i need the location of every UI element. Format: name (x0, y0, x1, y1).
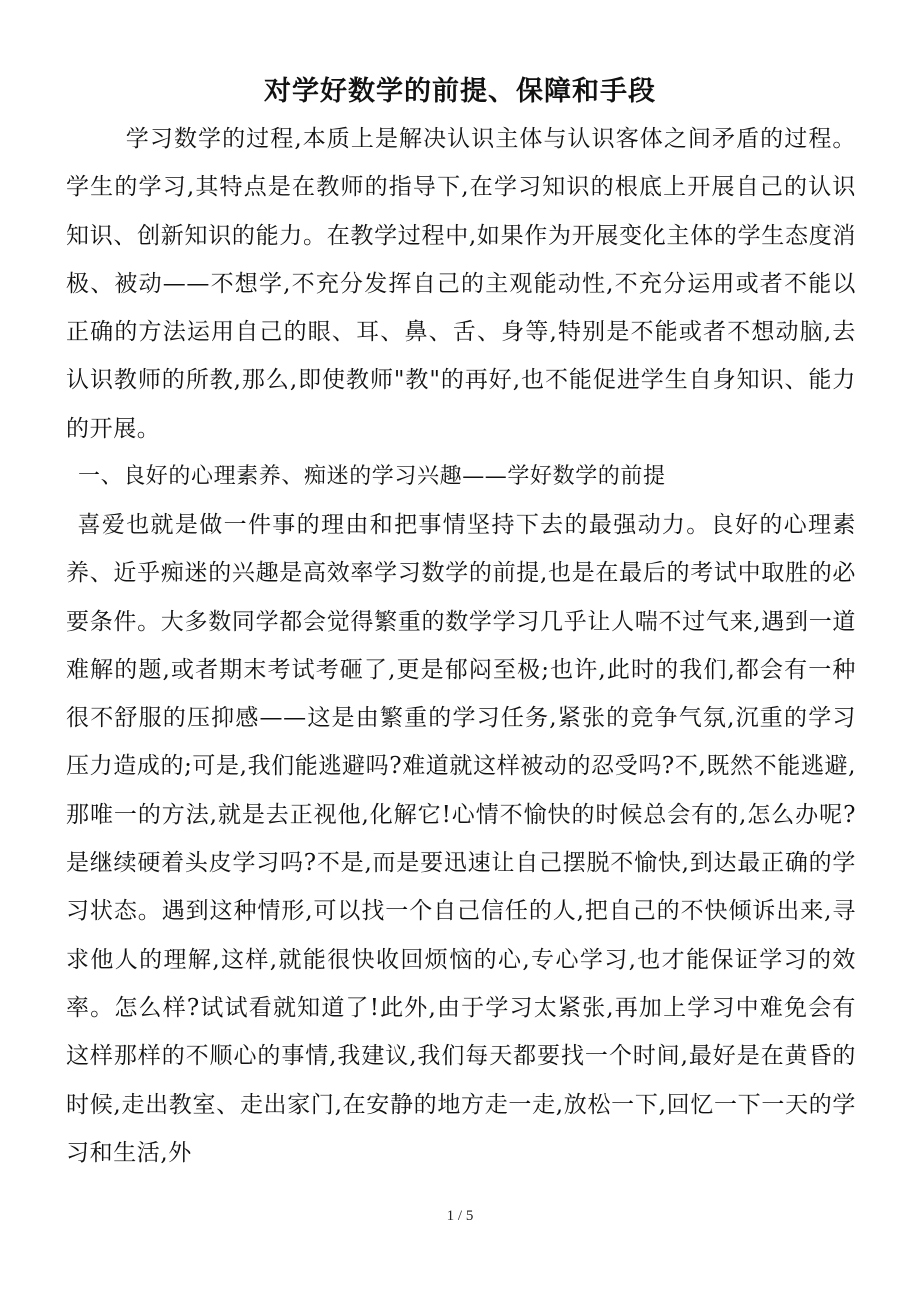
document-title: 对学好数学的前提、保障和手段 (264, 76, 656, 107)
intro-paragraph: 学习数学的过程,本质上是解决认识主体与认识客体之间矛盾的过程。学生的学习,其特点是在教师的指导下,在学习知识的根底上开展自己的认识知识、创新知识的能力。在教学过程中,如果作为开展变化主体的学生态度消极、被动——不想学,不充分发挥自己的主观能动性,不充分运用或者不能以正确的方法运用自己的眼、耳、鼻、舌、身等,特别是不能或者不想动脑,去认识教师的所教,那么,即使教师"教"的再好,也不能促进学生自身知识、能力的开展。 (66, 126, 856, 442)
page-number: 1 / 5 (446, 1208, 474, 1224)
section-paragraph: 喜爱也就是做一件事的理由和把事情坚持下去的最强动力。良好的心理素养、近乎痴迷的兴趣是高效率学习数学的前提,也是在最后的考试中取胜的必要条件。大多数同学都会觉得繁重的数学学习几乎让人喘不过气来,遇到一道难解的题,或者期末考试考砸了,更是郁闷至极;也许,此时的我们,都会有一种很不舒服的压抑感——这是由繁重的学习任务,紧张的竞争气氛,沉重的学习压力造成的;可是,我们能逃避吗?难道就这样被动的忍受吗?不,既然不能逃避,那唯一的方法,就是去正视他,化解它!心情不愉快的时候总会有的,怎么办呢?是继续硬着头皮学习吗?不是,而是要迅速让自己摆脱不愉快,到达最正确的学习状态。遇到这种情形,可以找一个自己信任的人,把自己的不快倾诉出来,寻求他人的理解,这样,就能很快收回烦恼的心,专心学习,也才能保证学习的效率。怎么样?试试看就知道了!此外,由于学习太紧张,再加上学习中难免会有这样那样的不顺心的事情,我建议,我们每天都要找一个时间,最好是在黄昏的时候,走出教室、走出家门,在安静的地方走一走,放松一下,回忆一下一天的学习和生活,外 (66, 512, 856, 1166)
section-heading: 一、良好的心理素养、痴迷的学习兴趣——学好数学的前提 (78, 464, 666, 489)
